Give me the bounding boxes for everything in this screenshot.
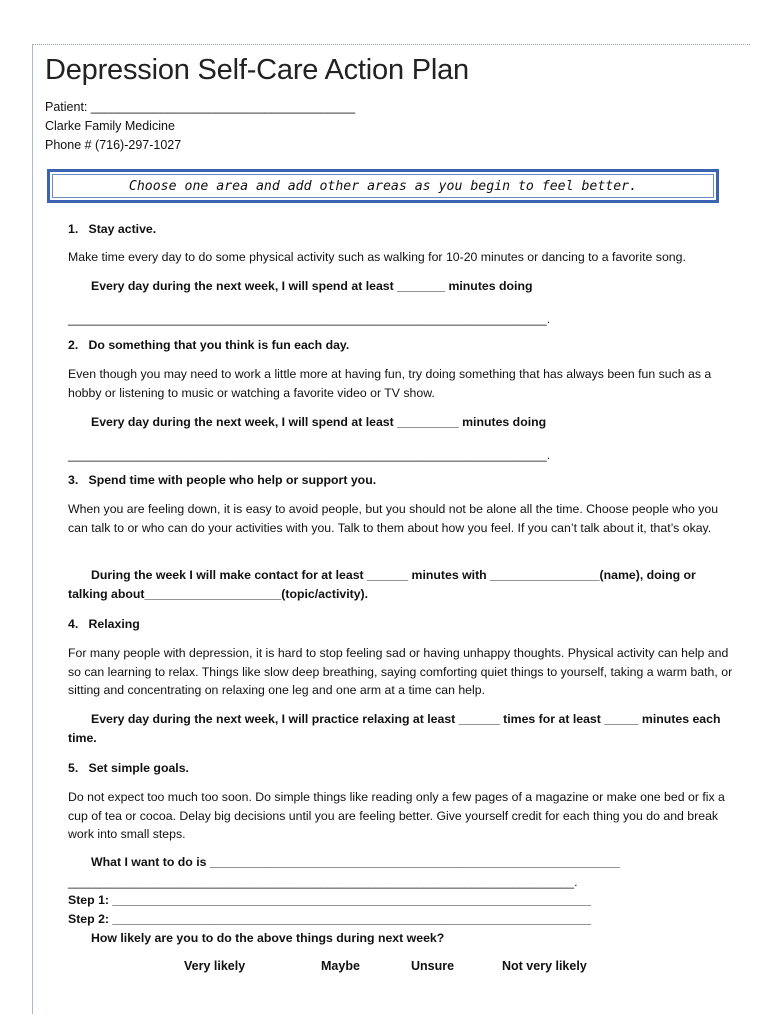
section-1-heading: 1. Stay active. [68, 222, 157, 236]
page-title: Depression Self-Care Action Plan [45, 54, 469, 86]
section-2-activity-line[interactable]: ______________________________________________________________________. [68, 448, 551, 462]
likelihood-question: How likely are you to do the above things during next week? [91, 931, 445, 945]
section-3-body: When you are feeling down, it is easy to avoid people, but you should not be alone all the time. Choose people who you can talk to or who can do your activities with you. Talk to them about how you feel. If you can’t talk about it, that’s okay. [68, 502, 719, 535]
instruction-banner [47, 169, 719, 203]
section-4-commitment[interactable]: Every day during the next week, I will practice relaxing at least ______ times for at least _____ minutes each time. [68, 712, 721, 745]
section-5-body: Do not expect too much too soon. Do simple things like reading only a few pages of a magazine or make one bed or fix a cup of tea or cocoa. Delay big decisions until you are feeling better. Give yourself credit for each thing you do and break work into small steps. [68, 790, 725, 842]
section-1-body: Make time every day to do some physical activity such as walking for 10-20 minutes or dancing to a favorite song. [68, 250, 686, 264]
section-1-commitment[interactable]: Every day during the next week, I will spend at least _______ minutes doing [91, 279, 533, 293]
option-unsure[interactable]: Unsure [411, 959, 455, 973]
section-2-body: Even though you may need to work a little more at having fun, try doing something that has always been fun such as a hobby or listening to music or watching a favorite video or TV show. [68, 367, 712, 400]
section-3-commitment[interactable]: During the week I will make contact for at least ______ minutes with ________________(name), doing or talking about____________________(topic/activity). [68, 568, 696, 601]
section-4-heading: 4. Relaxing [68, 617, 140, 631]
section-4-body: For many people with depression, it is hard to stop feeling sad or having unhappy thoughts. Physical activity can help and so can learning to relax. Things like slow deep breathing, saying comforting quiet things to yourself, taking a warm bath, or sitting and concentrating on relaxing one leg and one arm at a time can help. [68, 646, 733, 698]
patient-field[interactable]: Patient: ______________________________________ [45, 100, 356, 114]
section-3-heading: 3. Spend time with people who help or support you. [68, 473, 377, 487]
page-border-top [32, 44, 750, 45]
section-5-heading: 5. Set simple goals. [68, 761, 189, 775]
goal-field[interactable]: What I want to do is ____________________________________________________________ [91, 855, 621, 869]
section-2-heading: 2. Do something that you think is fun each day. [68, 338, 350, 352]
goal-line[interactable]: __________________________________________________________________________. [68, 875, 578, 889]
section-2-commitment[interactable]: Every day during the next week, I will spend at least _________ minutes doing [91, 415, 547, 429]
option-very-likely[interactable]: Very likely [184, 959, 246, 973]
instruction-banner-text: Choose one area and add other areas as you begin to feel better. [52, 174, 714, 198]
option-not-very-likely[interactable]: Not very likely [502, 959, 587, 973]
option-maybe[interactable]: Maybe [321, 959, 360, 973]
clinic-name: Clarke Family Medicine [45, 119, 175, 133]
step-1-field[interactable]: Step 1: ______________________________________________________________________ [68, 893, 592, 907]
page-border-left [32, 44, 33, 1014]
clinic-phone: Phone # (716)-297-1027 [45, 138, 182, 152]
section-1-activity-line[interactable]: ______________________________________________________________________. [68, 312, 551, 326]
step-2-field[interactable]: Step 2: ______________________________________________________________________ [68, 912, 592, 926]
